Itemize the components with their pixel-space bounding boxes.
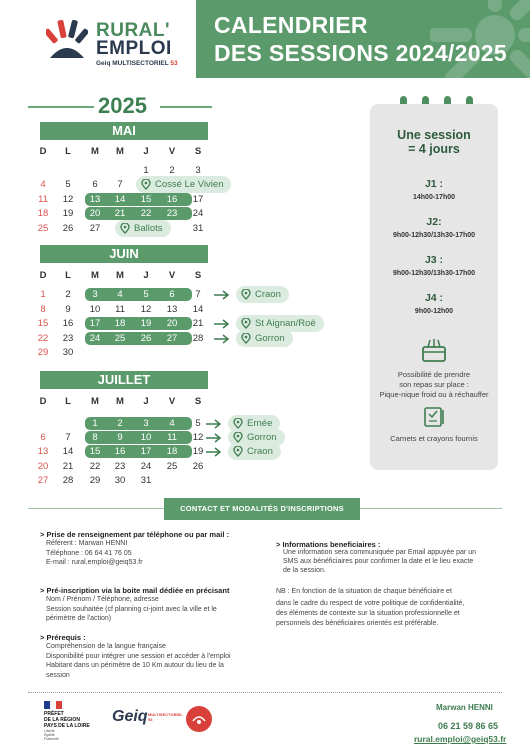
calendar-day: 31: [192, 223, 204, 234]
calendar-day: 9: [65, 304, 71, 315]
arrow-right-icon: [214, 290, 230, 300]
calendar-day: 2: [65, 289, 71, 300]
prefect-motto3: Fraternité: [44, 737, 59, 741]
calendar-day: 2: [169, 165, 175, 176]
calendar-day: 15: [140, 194, 152, 205]
calendar-day: 6: [169, 289, 175, 300]
calendar-day: 27: [166, 333, 178, 344]
session-location-label: St Aignan/Roë: [255, 318, 316, 329]
title-band: [196, 0, 530, 78]
calendar-day: 23: [62, 333, 74, 344]
supplies-note: Carnets et crayons fournis: [390, 434, 478, 443]
calendar-day: 19: [62, 208, 74, 219]
calendar-day: 25: [114, 333, 126, 344]
location-pin-icon: [233, 432, 243, 443]
weekday-header: M: [116, 270, 124, 281]
weekday-header: L: [65, 270, 71, 281]
day-2-label: J2:: [426, 216, 442, 228]
year-rule-right: [160, 106, 212, 108]
calendar-day: 1: [143, 165, 149, 176]
contact-block-line: Session souhaitée (cf planning ci-joint avec la ville et le: [46, 605, 217, 613]
session-location-tag: [236, 330, 293, 347]
calendar-day: 7: [117, 179, 123, 190]
weekday-header: M: [91, 396, 99, 407]
arrow-right-icon: [206, 447, 222, 457]
partner-badge-logo: [186, 706, 212, 732]
notebook-icon: [422, 406, 446, 428]
calendar-day: 26: [140, 333, 152, 344]
meal-note-line3: Pique-nique froid ou à réchauffer: [379, 390, 489, 399]
calendar-day: 17: [89, 318, 101, 329]
day-1-hours: 14h00-17h00: [412, 194, 456, 201]
session-location-label: Gorron: [255, 333, 285, 344]
page-title-line2: DES SESSIONS 2024/2025: [214, 40, 507, 66]
calendar-day: 18: [114, 318, 126, 329]
meal-note-line1: Possibilité de prendre: [397, 370, 471, 379]
calendar-day: 18: [166, 446, 178, 457]
arrow-right-icon: [206, 419, 222, 429]
contact-block-line: Disponibilité pour intégrer une session et accéder à l'emploi: [46, 652, 231, 660]
contact-block-title: > Prérequis :: [40, 633, 86, 642]
weekday-header: D: [39, 396, 47, 407]
header: [0, 0, 530, 78]
calendar-day: 15: [89, 446, 101, 457]
year-rule-left: [28, 106, 94, 108]
calendar-day: 13: [166, 304, 178, 315]
calendar-day: 14: [62, 446, 74, 457]
arrow-right-icon: [214, 334, 230, 344]
calendar-day: 3: [143, 418, 149, 429]
calendar-day: 20: [89, 208, 101, 219]
contact-rule-right: [360, 508, 502, 509]
calendar-day: 8: [40, 304, 46, 315]
calendar-day: 20: [166, 318, 178, 329]
calendar-day: 5: [65, 179, 71, 190]
calendar-day: 30: [114, 475, 126, 486]
day-4-label: J4 :: [424, 292, 444, 304]
calendar-day: 22: [89, 461, 101, 472]
session-location-label: Ernée: [247, 418, 273, 429]
session-location-tag: [228, 443, 281, 460]
calendar-day: 26: [62, 223, 74, 234]
calendar-day: 29: [89, 475, 101, 486]
day-1-label: J1 :: [424, 178, 444, 190]
lunchbox-icon: [420, 338, 448, 364]
calendar-day: 17: [192, 194, 204, 205]
month-header-mai: MAI: [40, 122, 208, 140]
weekday-header: M: [116, 146, 124, 157]
contact-phone[interactable]: 06 21 59 86 65: [438, 721, 499, 731]
calendar-day: 17: [140, 446, 152, 457]
weekday-header: D: [39, 270, 47, 281]
month-header-juin: JUIN: [40, 245, 208, 263]
contact-block-line: Nom / Prénom / Téléphone, adresse: [46, 596, 159, 603]
calendar-day: 5: [143, 289, 149, 300]
location-pin-icon: [141, 179, 151, 190]
logo: [0, 0, 196, 78]
calendar-day: 4: [40, 179, 46, 190]
weekday-header: J: [143, 146, 149, 157]
calendar-day: 28: [62, 475, 74, 486]
logo-word-rural: RURAL': [96, 20, 171, 41]
arrow-right-icon: [214, 319, 230, 329]
calendar-day: 24: [140, 461, 152, 472]
contact-block-line: Compréhension de la langue française: [46, 643, 166, 650]
calendar-day: 1: [40, 289, 46, 300]
location-pin-icon: [233, 446, 243, 457]
contact-block-line: Habitant dans un périmètre de 10 Km autour du lieu de la: [46, 662, 224, 669]
calendar-day: 29: [37, 347, 49, 358]
session-location-label: Gorron: [247, 432, 277, 443]
calendar-day: 14: [114, 194, 126, 205]
session-location-label: Ballots: [134, 223, 163, 234]
calendar-day: 10: [89, 304, 101, 315]
weekday-header: V: [168, 396, 176, 407]
calendar-day: 24: [89, 333, 101, 344]
weekday-header: J: [143, 270, 149, 281]
calendar-day: 28: [192, 333, 204, 344]
calendar-day: 23: [166, 208, 178, 219]
calendar-day: 18: [37, 208, 49, 219]
contact-block-line: périmètre de l'action): [46, 615, 112, 622]
sidebar-title-line1: Une session: [397, 128, 471, 142]
calendar-day: 8: [92, 432, 98, 443]
geiq-logo-sub2: 53: [148, 717, 153, 722]
session-location-tag: [236, 286, 289, 303]
logo-sunburst-icon: [46, 20, 88, 60]
calendar-day: 19: [140, 318, 152, 329]
contact-block-title: > Pré-inscription via la boite mail dédiée en précisant: [40, 586, 230, 595]
weekday-header: D: [39, 146, 47, 157]
beneficiary-info-line: Une information sera communiquée par Email appuyée par un: [283, 549, 476, 556]
prefect-motto1: Liberté: [44, 729, 55, 733]
weekday-header: L: [65, 396, 71, 407]
calendar-day: 14: [192, 304, 204, 315]
calendar-day: 27: [89, 223, 101, 234]
session-location-label: Craon: [255, 289, 281, 300]
calendar-day: 23: [114, 461, 126, 472]
calendar-day: 6: [40, 432, 46, 443]
day-2-hours: 9h00-12h30/13h30-17h00: [392, 232, 476, 239]
calendar-day: 19: [192, 446, 204, 457]
contact-block-line: Référent : Marwan HENNI: [46, 540, 128, 547]
calendar-day: 12: [62, 194, 74, 205]
beneficiary-info-line: de la session.: [283, 567, 326, 574]
weekday-header: S: [194, 270, 202, 281]
weekday-header: V: [168, 146, 176, 157]
session-location-tag: [136, 176, 231, 193]
calendar-day: 9: [117, 432, 123, 443]
calendar-day: 13: [89, 194, 101, 205]
session-location-label: Cossé Le Vivien: [155, 179, 224, 190]
calendar-day: 11: [167, 432, 177, 443]
calendar-day: 3: [92, 289, 98, 300]
weekday-header: S: [194, 396, 202, 407]
contact-block-line: session: [46, 671, 70, 679]
calendar-day: 6: [92, 179, 98, 190]
location-pin-icon: [241, 318, 251, 329]
calendar-day: 31: [140, 475, 152, 486]
meal-note-line2: son repas sur place :: [399, 380, 469, 389]
calendar-day: 7: [65, 432, 71, 443]
nb-note-line: personnels des bénéficiaires orientés est préférable.: [276, 620, 439, 627]
nb-note-line: dans le cadre du respect de votre politique de confidentialité,: [276, 600, 465, 607]
calendar-day: 4: [169, 418, 175, 429]
day-4-hours: 9h00-12h00: [414, 308, 454, 315]
weekday-header: S: [194, 146, 202, 157]
calendar-day: 16: [166, 194, 178, 205]
calendar-day: 26: [192, 461, 204, 472]
calendar-day: 22: [37, 333, 49, 344]
prefect-line3: PAYS DE LA LOIRE: [44, 723, 90, 729]
nb-note-line: des éléments de contexte sur la situation professionnelle et: [276, 610, 460, 617]
contact-email[interactable]: rural.emploi@geiq53.fr: [414, 734, 507, 744]
calendar-day: 12: [140, 304, 152, 315]
location-pin-icon: [241, 289, 251, 300]
session-location-tag: [115, 220, 171, 237]
calendar-day: 2: [117, 418, 123, 429]
location-pin-icon: [241, 333, 251, 344]
calendar-day: 1: [92, 418, 98, 429]
calendar-day: 22: [140, 208, 152, 219]
calendar-day: 16: [114, 446, 126, 457]
contact-block-line: E-mail : rural.emploi@geiq53.fr: [46, 559, 143, 566]
calendar-day: 3: [195, 165, 201, 176]
marianne-flag-icon: [44, 701, 62, 709]
month-header-juillet: JUILLET: [40, 371, 208, 389]
calendar-year: 2025: [98, 93, 147, 118]
calendar-day: 27: [37, 475, 49, 486]
contact-block-title: > Prise de renseignement par téléphone ou par mail :: [40, 530, 230, 539]
location-pin-icon: [120, 223, 130, 234]
location-pin-icon: [233, 418, 243, 429]
calendar-day: 11: [38, 194, 48, 205]
prefect-line2: DE LA RÉGION: [44, 717, 80, 723]
nb-note-line: NB : En fonction de la situation de chaque bénéficiaire et: [276, 588, 452, 595]
prefect-motto2: Égalité: [44, 733, 55, 737]
geiq-logo-sub1: MULTISECTORIEL: [148, 712, 183, 717]
calendar-day: 30: [62, 347, 74, 358]
calendar-day: 21: [192, 318, 204, 329]
calendar-day: 25: [166, 461, 178, 472]
calendar-day: 4: [117, 289, 123, 300]
prefect-line1: PRÉFET: [44, 711, 64, 717]
calendar-day: 15: [37, 318, 49, 329]
calendar-day: 7: [195, 289, 201, 300]
calendar-day: 10: [140, 432, 152, 443]
calendar-day: 20: [37, 461, 49, 472]
footer-divider: [28, 692, 502, 693]
weekday-header: M: [116, 396, 124, 407]
logo-word-emploi: EMPLOI: [96, 38, 172, 59]
session-location-label: Craon: [247, 446, 273, 457]
calendar-day: 5: [195, 418, 201, 429]
weekday-header: V: [168, 270, 176, 281]
logo-subtitle: Geiq MULTISECTORIEL 53: [96, 60, 178, 67]
arrow-right-icon: [206, 433, 222, 443]
page-title-line1: CALENDRIER: [214, 12, 368, 38]
day-3-hours: 9h00-12h30/13h30-17h00: [392, 270, 476, 277]
calendar-day: 16: [62, 318, 74, 329]
calendar-day: 13: [37, 446, 49, 457]
calendar-day: 21: [62, 461, 74, 472]
weekday-header: M: [91, 146, 99, 157]
calendar-day: 25: [37, 223, 49, 234]
calendar-day: 21: [114, 208, 126, 219]
weekday-header: M: [91, 270, 99, 281]
calendar-day: 12: [192, 432, 204, 443]
calendar-day: 24: [192, 208, 204, 219]
weekday-header: L: [65, 146, 71, 157]
contact-name: Marwan HENNI: [436, 703, 493, 712]
contact-block-line: Téléphone : 06 64 41 76 05: [46, 549, 132, 557]
sidebar-title-line2: = 4 jours: [408, 142, 460, 156]
geiq-logo-word: Geiq: [112, 708, 148, 725]
contact-section-title: CONTACT ET MODALITÉS D'INSCRIPTIONS: [164, 498, 360, 520]
session-sidebar: [370, 104, 498, 470]
contact-rule-left: [28, 508, 164, 509]
day-3-label: J3 :: [424, 254, 444, 266]
beneficiary-info-title: > Informations beneficiaires :: [276, 540, 381, 549]
beneficiary-info-line: SMS aux bénéficiaires pour confirmer la date et le lieu exacte: [283, 558, 474, 565]
partner-badge-icon: [191, 711, 207, 727]
weekday-header: J: [143, 396, 149, 407]
calendar-day: 11: [115, 304, 125, 315]
